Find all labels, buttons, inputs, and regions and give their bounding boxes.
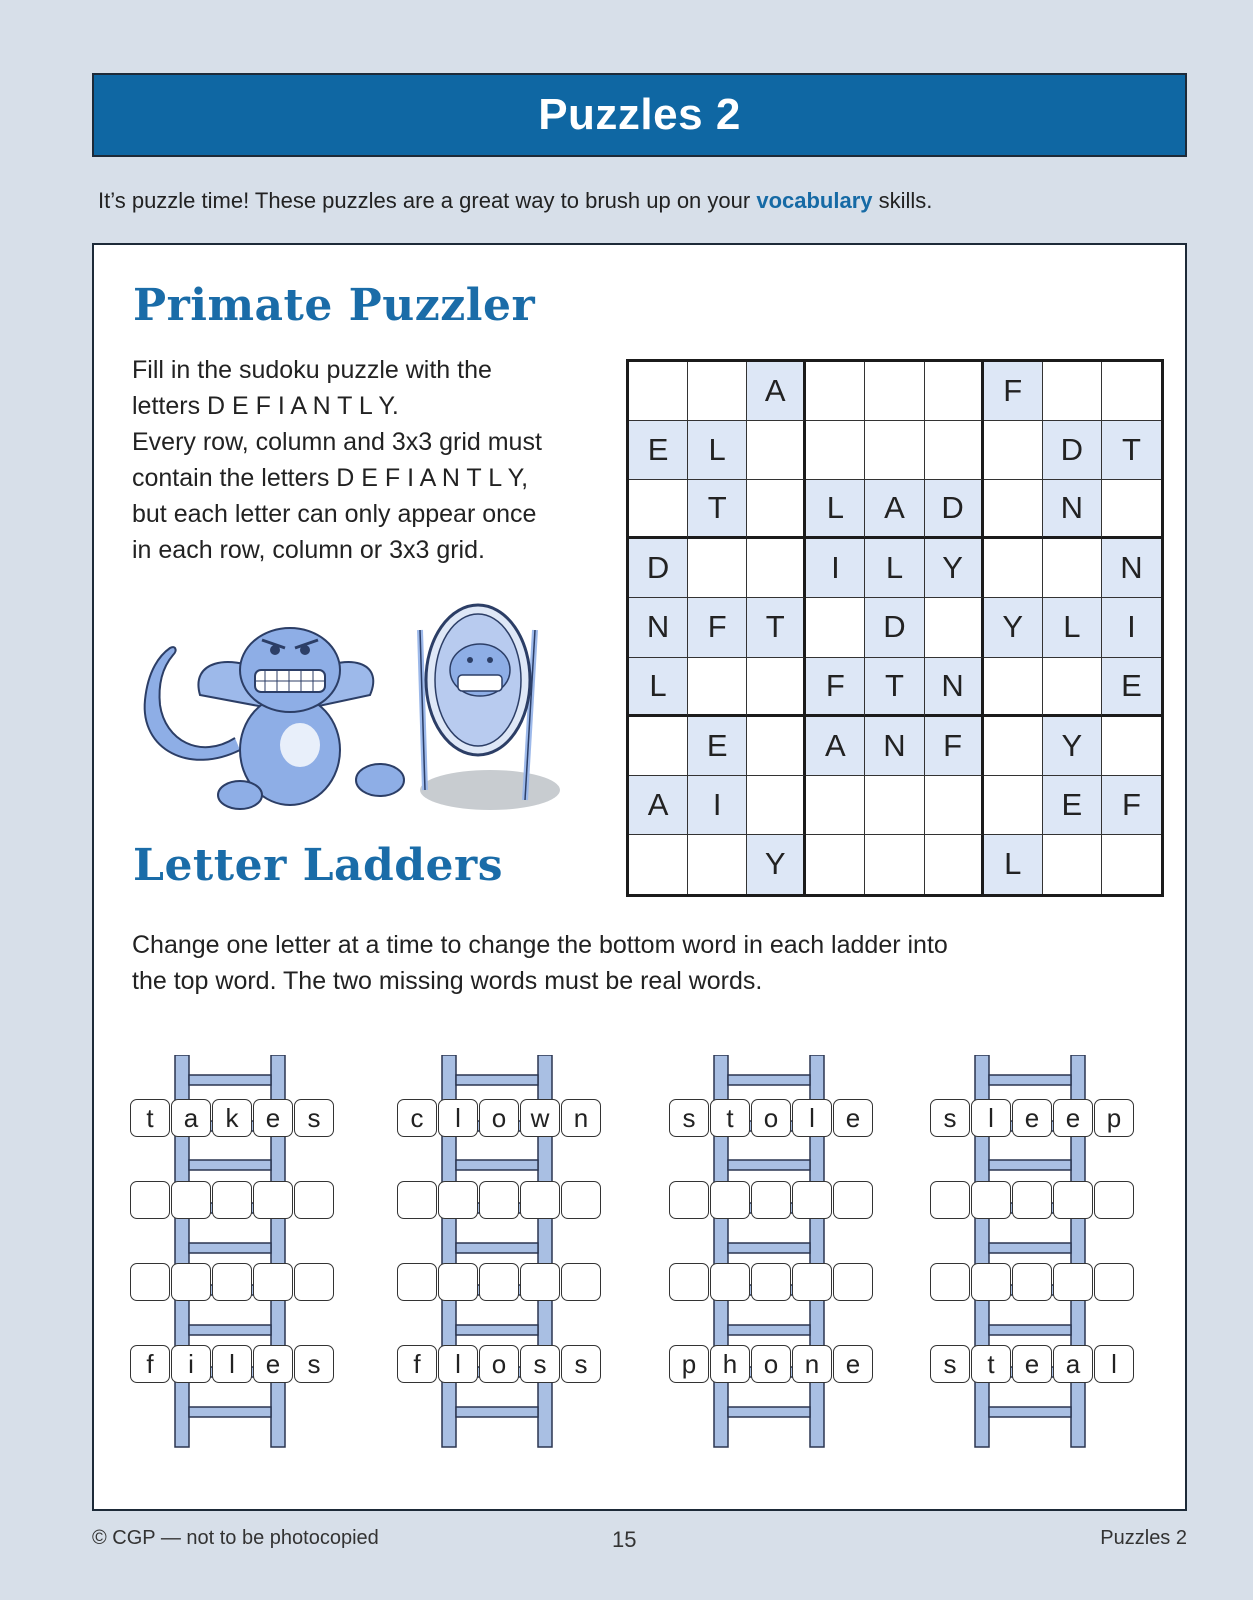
sudoku-cell-empty[interactable] [984,539,1043,598]
sudoku-cell-empty[interactable] [925,835,984,894]
ladder-blank-box[interactable] [294,1181,334,1219]
ladder-letter-box: o [479,1099,519,1137]
ladder-rung [989,1243,1071,1253]
ladder-blank-box[interactable] [479,1181,519,1219]
ladder-letter-box: s [294,1345,334,1383]
sudoku-cell-empty[interactable] [747,480,806,539]
sudoku-cell-given: N [1102,539,1161,598]
letter-ladder [930,1055,1140,1475]
letter-ladder [130,1055,340,1475]
ladder-blank-word [930,1181,1140,1219]
sudoku-cell-given: E [1043,776,1102,835]
ladder-letter-box: e [833,1099,873,1137]
ladder-rung [728,1243,810,1253]
ladder-blank-box[interactable] [561,1181,601,1219]
ladders-instructions [132,927,1172,999]
intro-text [98,188,1198,214]
ladder-letter-box: p [669,1345,709,1383]
ladder-blank-box[interactable] [171,1181,211,1219]
ladder-letter-box: l [1094,1345,1134,1383]
ladder-blank-word [130,1263,340,1301]
sudoku-cell-empty[interactable] [984,480,1043,539]
ladder-blank-box[interactable] [669,1181,709,1219]
ladder-blank-box[interactable] [1053,1181,1093,1219]
sudoku-cell-empty[interactable] [925,421,984,480]
ladder-blank-box[interactable] [1053,1263,1093,1301]
sudoku-cell-given: E [1102,658,1161,717]
sudoku-cell-empty[interactable] [1043,539,1102,598]
ladder-blank-box[interactable] [397,1181,437,1219]
ladder-blank-box[interactable] [438,1181,478,1219]
ladder-blank-box[interactable] [1094,1181,1134,1219]
ladder-rung [728,1325,810,1335]
ladder-letter-box: e [833,1345,873,1383]
sudoku-grid [626,359,1164,897]
ladder-letter-box: s [520,1345,560,1383]
ladder-blank-box[interactable] [130,1263,170,1301]
intro-after: skills. [872,188,933,213]
ladder-rung [189,1243,271,1253]
ladder-blank-box[interactable] [212,1181,252,1219]
sudoku-cell-given: Y [1043,717,1102,776]
ladder-letter-box: o [751,1099,791,1137]
sudoku-cell-given: A [629,776,688,835]
ladder-bottom-word [669,1345,879,1383]
ladder-blank-word [669,1181,879,1219]
ladder-blank-word [130,1181,340,1219]
sudoku-cell-empty[interactable] [925,362,984,421]
ladders-instruction-line: Change one letter at a time to change the bottom word in each ladder into [132,931,948,959]
ladder-blank-box[interactable] [930,1181,970,1219]
ladder-letter-box: f [130,1345,170,1383]
ladder-rung [989,1325,1071,1335]
ladder-letter-box: s [294,1099,334,1137]
sudoku-cell-given: F [806,658,865,717]
page-title: Puzzles 2 [538,90,741,139]
sudoku-cell-given: Y [747,835,806,894]
sudoku-cell-empty[interactable] [865,835,924,894]
ladder-letter-box: l [438,1345,478,1383]
ladder-blank-word [669,1263,879,1301]
sudoku-cell-given: D [1043,421,1102,480]
sudoku-cell-empty[interactable] [806,776,865,835]
ladder-blank-box[interactable] [130,1181,170,1219]
ladder-blank-box[interactable] [520,1181,560,1219]
sudoku-cell-given: L [984,835,1043,894]
sudoku-cell-given: I [1102,598,1161,657]
sudoku-cell-given: I [806,539,865,598]
sudoku-cell-empty[interactable] [1102,835,1161,894]
ladder-letter-box: t [130,1099,170,1137]
sudoku-cell-given: N [629,598,688,657]
footer-page-number: 15 [612,1527,637,1552]
ladder-rung [728,1075,810,1085]
sudoku-cell-empty[interactable] [747,776,806,835]
ladder-rung [989,1075,1071,1085]
ladder-letter-box: f [397,1345,437,1383]
ladder-blank-box[interactable] [971,1263,1011,1301]
ladder-rung [456,1325,538,1335]
ladder-blank-box[interactable] [710,1181,750,1219]
ladder-rung [189,1325,271,1335]
ladder-blank-box[interactable] [397,1263,437,1301]
ladder-letter-box: e [1012,1345,1052,1383]
sudoku-cell-empty[interactable] [688,835,747,894]
ladder-letter-box: e [253,1099,293,1137]
ladder-rung [456,1160,538,1170]
ladder-blank-box[interactable] [171,1263,211,1301]
sudoku-cell-empty[interactable] [806,362,865,421]
ladder-letter-box: a [1053,1345,1093,1383]
sudoku-cell-given: F [1102,776,1161,835]
ladder-letter-box: o [479,1345,519,1383]
sudoku-cell-given: F [688,598,747,657]
ladder-letter-box: e [1053,1099,1093,1137]
sudoku-cell-empty[interactable] [629,480,688,539]
ladder-rung [456,1407,538,1417]
ladder-letter-box: n [792,1345,832,1383]
ladder-letter-box: t [971,1345,1011,1383]
ladder-blank-box[interactable] [561,1263,601,1301]
sudoku-cell-empty[interactable] [747,421,806,480]
ladder-letter-box: k [212,1099,252,1137]
sudoku-cell-given: D [865,598,924,657]
ladder-blank-box[interactable] [253,1181,293,1219]
ladder-blank-box[interactable] [669,1263,709,1301]
footer-section: Puzzles 2 [1100,1527,1187,1549]
ladder-blank-box[interactable] [212,1263,252,1301]
sudoku-cell-empty[interactable] [629,717,688,776]
ladder-letter-box: e [1012,1099,1052,1137]
primate-instruction-line: letters D E F I A N T L Y. [132,392,399,420]
letter-ladder [669,1055,879,1475]
page-title-banner [92,73,1187,157]
ladder-bottom-word [130,1345,340,1383]
ladder-top-word [669,1099,879,1137]
sudoku-cell-empty[interactable] [806,835,865,894]
ladder-blank-box[interactable] [930,1263,970,1301]
sudoku-cell-empty[interactable] [747,717,806,776]
sudoku-cell-given: L [1043,598,1102,657]
primate-instruction-line: in each row, column or 3x3 grid. [132,536,485,564]
letter-ladders-title: Letter Ladders [133,840,503,891]
sudoku-cell-given: N [865,717,924,776]
ladder-bottom-word [930,1345,1140,1383]
ladder-top-word [130,1099,340,1137]
sudoku-cell-empty[interactable] [984,717,1043,776]
ladder-rung [989,1160,1071,1170]
ladder-blank-box[interactable] [253,1263,293,1301]
ladder-top-word [397,1099,607,1137]
ladder-letter-box: e [253,1345,293,1383]
ladder-blank-box[interactable] [833,1181,873,1219]
sudoku-cell-given: L [629,658,688,717]
ladder-blank-box[interactable] [520,1263,560,1301]
sudoku-cell-empty[interactable] [1043,362,1102,421]
sudoku-cell-given: A [806,717,865,776]
ladder-rung [728,1407,810,1417]
ladder-letter-box: l [438,1099,478,1137]
sudoku-cell-empty[interactable] [747,539,806,598]
sudoku-cell-given: N [925,658,984,717]
ladder-blank-word [397,1263,607,1301]
ladder-rung [728,1160,810,1170]
ladder-letter-box: o [751,1345,791,1383]
primate-instruction-line: but each letter can only appear once [132,500,537,528]
sudoku-cell-given: T [688,480,747,539]
ladder-letter-box: s [669,1099,709,1137]
ladder-rung [189,1160,271,1170]
sudoku-cell-empty[interactable] [629,362,688,421]
ladder-blank-box[interactable] [971,1181,1011,1219]
intro-before: It’s puzzle time! These puzzles are a great way to brush up on your [98,188,757,213]
ladder-blank-box[interactable] [294,1263,334,1301]
sudoku-cell-empty[interactable] [806,421,865,480]
ladder-blank-word [930,1263,1140,1301]
sudoku-cell-empty[interactable] [925,598,984,657]
ladder-rung [189,1407,271,1417]
ladder-letter-box: s [561,1345,601,1383]
ladder-blank-box[interactable] [833,1263,873,1301]
ladder-letter-box: c [397,1099,437,1137]
ladder-rung [456,1075,538,1085]
sudoku-cell-given: Y [984,598,1043,657]
primate-puzzler-title: Primate Puzzler [133,280,536,331]
ladder-letter-box: i [171,1345,211,1383]
ladder-letter-box: t [710,1099,750,1137]
sudoku-cell-given: T [747,598,806,657]
ladder-blank-box[interactable] [1012,1263,1052,1301]
sudoku-cell-given: N [1043,480,1102,539]
sudoku-cell-empty[interactable] [1102,717,1161,776]
monkey-mirror-illustration [130,600,570,830]
sudoku-cell-empty[interactable] [629,835,688,894]
sudoku-cell-given: Y [925,539,984,598]
ladder-blank-box[interactable] [1094,1263,1134,1301]
sudoku-cell-empty[interactable] [806,598,865,657]
ladder-blank-word [397,1181,607,1219]
sudoku-cell-given: A [747,362,806,421]
ladder-letter-box: h [710,1345,750,1383]
sudoku-cell-empty[interactable] [1102,362,1161,421]
primate-instruction-line: Every row, column and 3x3 grid must [132,428,542,456]
ladder-rung [989,1407,1071,1417]
sudoku-cell-given: E [629,421,688,480]
ladder-letter-box: s [930,1099,970,1137]
ladder-letter-box: p [1094,1099,1134,1137]
sudoku-cell-empty[interactable] [688,539,747,598]
ladder-letter-box: n [561,1099,601,1137]
ladder-letter-box: s [930,1345,970,1383]
ladder-blank-box[interactable] [710,1263,750,1301]
ladder-rung [456,1243,538,1253]
ladder-blank-box[interactable] [1012,1181,1052,1219]
primate-instructions [132,352,612,568]
sudoku-cell-empty[interactable] [984,776,1043,835]
sudoku-cell-given: E [688,717,747,776]
primate-instruction-line: Fill in the sudoku puzzle with the [132,356,492,384]
ladder-blank-box[interactable] [479,1263,519,1301]
sudoku-cell-given: I [688,776,747,835]
primate-instruction-line: contain the letters D E F I A N T L Y, [132,464,529,492]
ladder-bottom-word [397,1345,607,1383]
ladder-rung [189,1075,271,1085]
sudoku-cell-given: T [1102,421,1161,480]
sudoku-cell-given: L [688,421,747,480]
sudoku-cell-empty[interactable] [925,776,984,835]
intro-keyword: vocabulary [756,188,873,213]
ladder-letter-box: l [792,1099,832,1137]
sudoku-cell-given: L [806,480,865,539]
ladder-blank-box[interactable] [751,1263,791,1301]
ladder-letter-box: a [171,1099,211,1137]
ladder-top-word [930,1099,1140,1137]
sudoku-cell-given: L [865,539,924,598]
ladder-blank-box[interactable] [792,1181,832,1219]
ladder-blank-box[interactable] [792,1263,832,1301]
sudoku-cell-empty[interactable] [688,658,747,717]
sudoku-cell-empty[interactable] [1043,835,1102,894]
ladder-letter-box: l [971,1099,1011,1137]
ladder-blank-box[interactable] [438,1263,478,1301]
sudoku-cell-given: D [925,480,984,539]
sudoku-cell-empty[interactable] [865,776,924,835]
letter-ladder [397,1055,607,1475]
sudoku-cell-given: D [629,539,688,598]
sudoku-cell-given: F [925,717,984,776]
sudoku-cell-empty[interactable] [984,658,1043,717]
sudoku-cell-given: A [865,480,924,539]
ladder-blank-box[interactable] [751,1181,791,1219]
sudoku-cell-given: F [984,362,1043,421]
footer-copyright: © CGP — not to be photocopied [92,1527,379,1549]
ladder-letter-box: w [520,1099,560,1137]
sudoku-cell-empty[interactable] [688,362,747,421]
sudoku-cell-empty[interactable] [865,362,924,421]
sudoku-cell-given: T [865,658,924,717]
sudoku-cell-empty[interactable] [984,421,1043,480]
sudoku-cell-empty[interactable] [1102,480,1161,539]
ladders-instruction-line: the top word. The two missing words must be real words. [132,967,763,995]
sudoku-cell-empty[interactable] [865,421,924,480]
ladder-letter-box: l [212,1345,252,1383]
sudoku-cell-empty[interactable] [1043,658,1102,717]
sudoku-cell-empty[interactable] [747,658,806,717]
